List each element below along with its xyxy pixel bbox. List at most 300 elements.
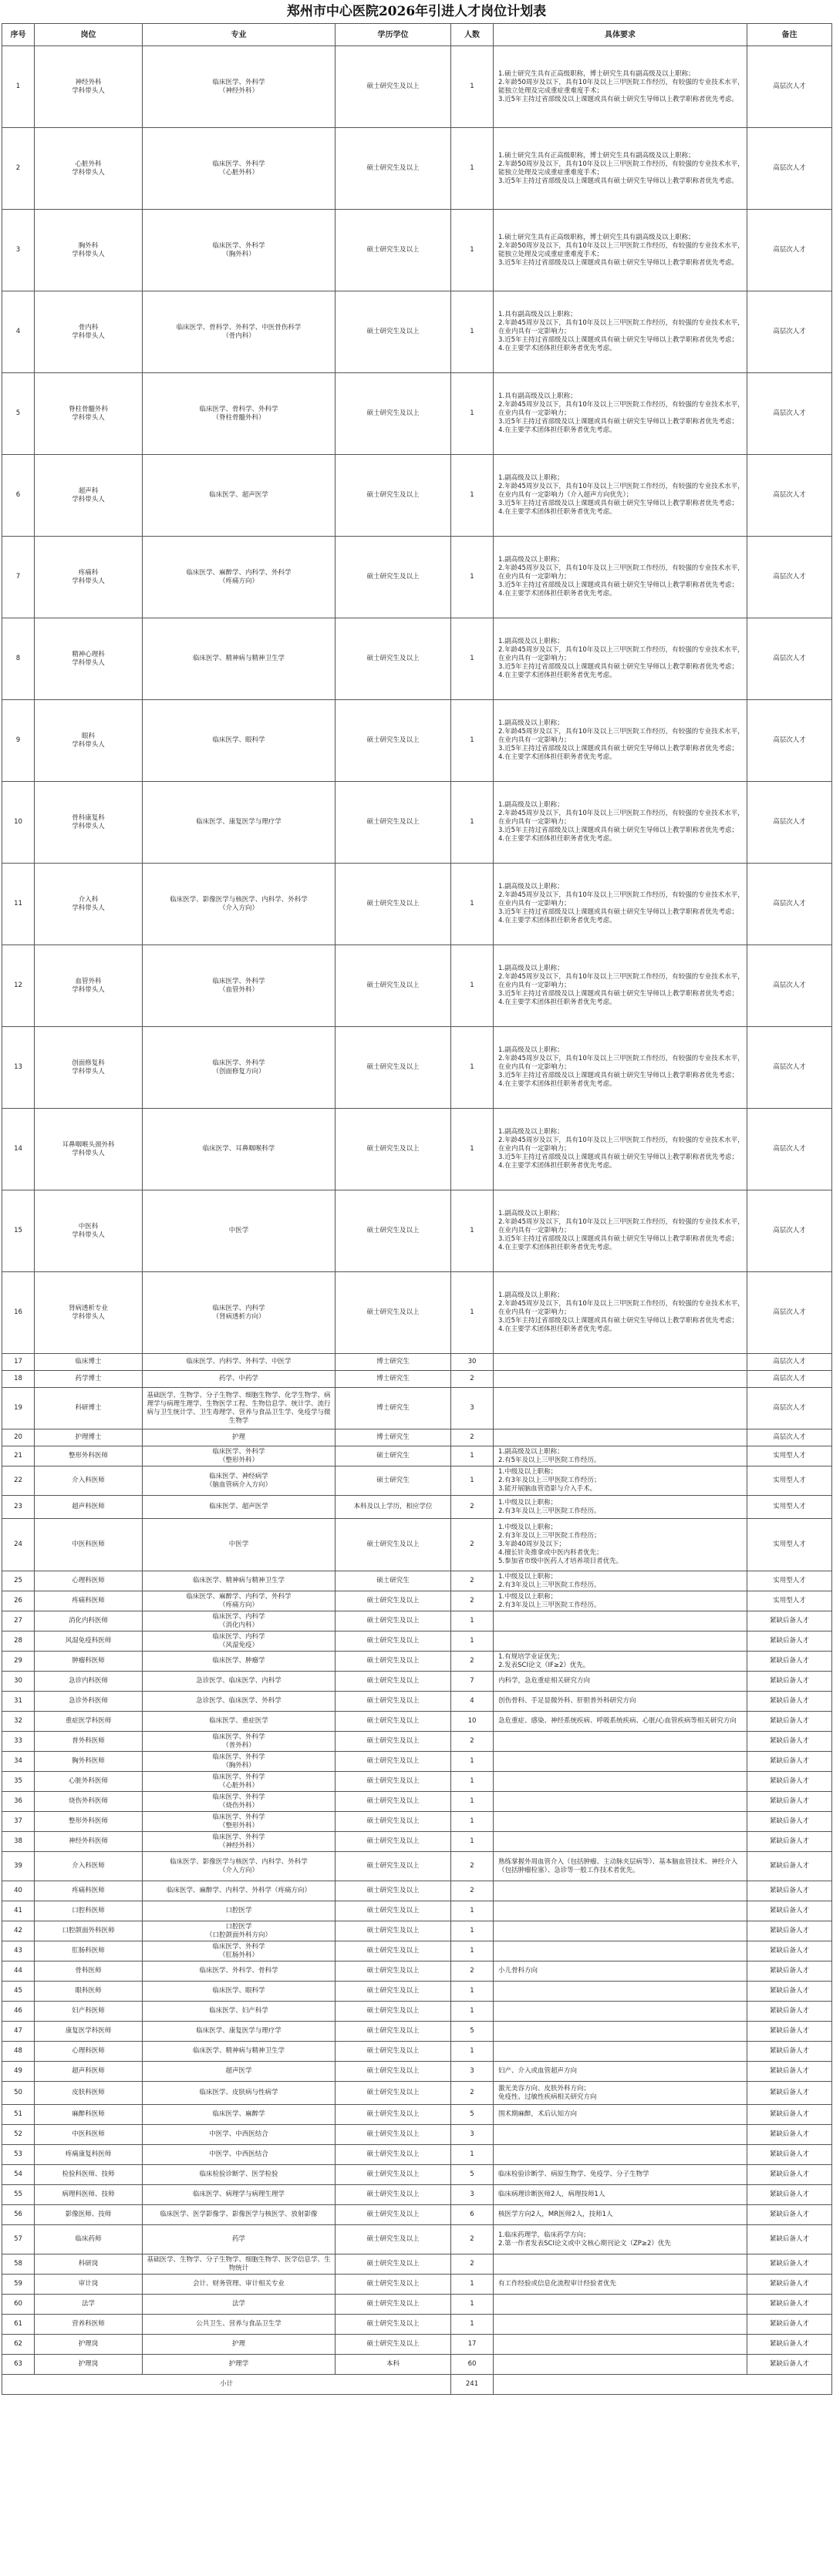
row-count: 1 [451, 1772, 494, 1792]
row-index: 15 [2, 1190, 35, 1272]
row-degree: 硕士研究生及以上 [336, 1941, 451, 1961]
row-index: 27 [2, 1611, 35, 1631]
row-major: 临床医学、骨科学、外科学 （脊柱骨髓外科） [143, 373, 336, 455]
row-remark: 紧缺后备人才 [747, 2062, 832, 2082]
row-index: 56 [2, 2205, 35, 2225]
row-major: 急诊医学、临床医学、外科学 [143, 1692, 336, 1712]
row-count: 1 [451, 1812, 494, 1832]
table-row [2, 864, 832, 945]
row-count: 1 [451, 1446, 494, 1466]
row-major: 临床医学、耳鼻咽喉科学 [143, 1109, 336, 1190]
row-position: 中医科医师 [35, 1519, 143, 1571]
row-degree: 硕士研究生及以上 [336, 455, 451, 537]
table-row [2, 1109, 832, 1190]
row-index: 49 [2, 2062, 35, 2082]
row-index: 30 [2, 1672, 35, 1692]
row-count: 1 [451, 1901, 494, 1921]
row-major: 临床医学、外科学 （创面修复方向） [143, 1027, 336, 1109]
row-major: 临床医学、外科学 （心脏外科） [143, 1772, 336, 1792]
row-requirements [494, 1941, 747, 1961]
row-requirements: 临床检验诊断学、病原生物学、免疫学、分子生物学 [494, 2165, 747, 2185]
row-major: 护理 [143, 1429, 336, 1446]
row-requirements: 创伤骨科、手足显微外科、肝胆普外科研究方向 [494, 1692, 747, 1712]
row-index: 17 [2, 1354, 35, 1371]
row-requirements [494, 1812, 747, 1832]
row-requirements [494, 1772, 747, 1792]
table-row [2, 1027, 832, 1109]
table-row [2, 1429, 832, 1446]
row-position: 神经外科 学科带头人 [35, 46, 143, 128]
row-degree: 博士研究生 [336, 1371, 451, 1388]
row-degree: 硕士研究生及以上 [336, 1812, 451, 1832]
row-index: 37 [2, 1812, 35, 1832]
row-count: 60 [451, 2355, 494, 2375]
row-requirements [494, 1752, 747, 1772]
table-row [2, 537, 832, 618]
row-major: 临床医学、超声医学 [143, 1496, 336, 1519]
row-position: 整形外科医师 [35, 1446, 143, 1466]
row-position: 科研博士 [35, 1388, 143, 1429]
row-remark: 高层次人才 [747, 1272, 832, 1354]
page-title: 郑州市中心医院2026年引进人才岗位计划表 [286, 4, 547, 19]
table-row [2, 2335, 832, 2355]
row-degree: 硕士研究生及以上 [336, 2254, 451, 2275]
row-requirements: 1.硕士研究生具有正高级职称，博士研究生具有副高级及以上职称； 2.年龄50周岁及以下，具有10年及以上三甲医院工作经历，有较强的专业技术水平，能独立处理及完成重症重难度手术； 3.近5年主持过省部级及以上课题或具有硕士研究生导师以上教学职称者优先考虑。 [494, 128, 747, 210]
row-degree: 硕士研究生及以上 [336, 1591, 451, 1611]
row-position: 麻醉科医师 [35, 2105, 143, 2125]
table-row [2, 1446, 832, 1466]
row-index: 13 [2, 1027, 35, 1109]
row-position: 脊柱骨髓外科 学科带头人 [35, 373, 143, 455]
row-count: 1 [451, 210, 494, 291]
row-index: 44 [2, 1961, 35, 1982]
row-position: 心理科医师 [35, 2042, 143, 2062]
row-count: 1 [451, 537, 494, 618]
row-major: 中医学 [143, 1190, 336, 1272]
row-degree: 硕士研究生及以上 [336, 1631, 451, 1652]
row-major: 临床医学、外科学 （心脏外科） [143, 128, 336, 210]
table-row [2, 1190, 832, 1272]
row-count: 2 [451, 1961, 494, 1982]
table-row [2, 1631, 832, 1652]
table-row [2, 1752, 832, 1772]
row-requirements: 1.副高级及以上职称； 2.年龄45周岁及以下，具有10年及以上三甲医院工作经历，有较强的专业技术水平，在业内具有一定影响力； 3.近5年主持过省部级及以上课题或具有硕士研究生导师以上教学职称者优先考虑； 4.在主要学术团体担任职务者优先考虑。 [494, 1109, 747, 1190]
row-position: 皮肤科医师 [35, 2082, 143, 2105]
table-row [2, 1982, 832, 2002]
row-remark: 高层次人才 [747, 1190, 832, 1272]
row-count: 2 [451, 1571, 494, 1591]
row-requirements: 1.有规培学业证优先； 2.发表SCI论文（IF≥2）优先。 [494, 1652, 747, 1672]
row-major: 临床医学、重症医学 [143, 1712, 336, 1732]
table-row [2, 1519, 832, 1571]
row-index: 22 [2, 1466, 35, 1496]
row-count: 1 [451, 128, 494, 210]
row-degree: 硕士研究生及以上 [336, 1652, 451, 1672]
row-requirements: 1.副高级及以上职称； 2.年龄45周岁及以下，具有10年及以上三甲医院工作经历，有较强的专业技术水平，在业内具有一定影响力； 3.近5年主持过省部级及以上课题或具有硕士研究生导师以上教学职称者优先考虑； 4.在主要学术团体担任职务者优先考虑。 [494, 1027, 747, 1109]
table-row [2, 1732, 832, 1752]
row-remark: 紧缺后备人才 [747, 2145, 832, 2165]
row-position: 风湿免疫科医师 [35, 1631, 143, 1652]
row-position: 骨科医师 [35, 1961, 143, 1982]
row-index: 46 [2, 2002, 35, 2022]
row-remark: 高层次人才 [747, 373, 832, 455]
row-count: 2 [451, 2225, 494, 2254]
row-index: 33 [2, 1732, 35, 1752]
table-header-row [2, 24, 832, 46]
row-count: 1 [451, 291, 494, 373]
row-index: 40 [2, 1881, 35, 1901]
table-row [2, 1692, 832, 1712]
row-major: 临床检验诊断学、医学检验 [143, 2165, 336, 2185]
row-remark: 高层次人才 [747, 455, 832, 537]
row-degree: 硕士研究生及以上 [336, 2002, 451, 2022]
row-position: 妇产科医师 [35, 2002, 143, 2022]
row-requirements: 激光美容方向、皮肤外科方向； 免疫性、过敏性疾病相关研究方向 [494, 2082, 747, 2105]
row-index: 48 [2, 2042, 35, 2062]
row-position: 骨科康复科 学科带头人 [35, 782, 143, 864]
row-position: 法学 [35, 2295, 143, 2315]
row-degree: 硕士研究生及以上 [336, 2165, 451, 2185]
row-position: 耳鼻咽喉头颈外科 学科带头人 [35, 1109, 143, 1190]
row-index: 20 [2, 1429, 35, 1446]
row-position: 营养科医师 [35, 2315, 143, 2335]
row-position: 超声科医师 [35, 1496, 143, 1519]
table-row [2, 2022, 832, 2042]
row-major: 临床医学、麻醉学、内科学、外科学 （疼痛方向） [143, 1591, 336, 1611]
row-count: 1 [451, 864, 494, 945]
row-requirements [494, 1371, 747, 1388]
row-index: 34 [2, 1752, 35, 1772]
row-degree: 硕士研究生及以上 [336, 1772, 451, 1792]
row-count: 1 [451, 2275, 494, 2295]
row-degree: 硕士研究生及以上 [336, 864, 451, 945]
row-degree: 硕士研究生及以上 [336, 537, 451, 618]
row-position: 介入科医师 [35, 1466, 143, 1496]
row-remark: 紧缺后备人才 [747, 2105, 832, 2125]
row-index: 5 [2, 373, 35, 455]
row-position: 胸外科医师 [35, 1752, 143, 1772]
row-position: 介入科医师 [35, 1852, 143, 1881]
row-major: 临床医学、影像医学与核医学、内科学、外科学 （介入方向） [143, 1852, 336, 1881]
row-degree: 博士研究生 [336, 1354, 451, 1371]
row-index: 41 [2, 1901, 35, 1921]
table-row [2, 1921, 832, 1941]
table-row [2, 1652, 832, 1672]
row-degree: 硕士研究生及以上 [336, 2205, 451, 2225]
row-count: 1 [451, 618, 494, 700]
row-index: 7 [2, 537, 35, 618]
row-position: 口腔颌面外科医师 [35, 1921, 143, 1941]
row-index: 28 [2, 1631, 35, 1652]
row-position: 临床博士 [35, 1354, 143, 1371]
table-row [2, 1712, 832, 1732]
row-major: 临床医学、外科学 （肛肠外科） [143, 1941, 336, 1961]
row-requirements [494, 1631, 747, 1652]
row-index: 47 [2, 2022, 35, 2042]
table-row [2, 782, 832, 864]
row-major: 临床医学、骨科学、外科学、中医骨伤科学 （骨内科） [143, 291, 336, 373]
table-row [2, 2082, 832, 2105]
row-remark: 紧缺后备人才 [747, 2185, 832, 2205]
row-requirements [494, 1732, 747, 1752]
table-row [2, 2315, 832, 2335]
row-index: 54 [2, 2165, 35, 2185]
row-position: 临床药师 [35, 2225, 143, 2254]
row-requirements [494, 1832, 747, 1852]
row-remark: 紧缺后备人才 [747, 1611, 832, 1631]
row-count: 2 [451, 2254, 494, 2275]
row-count: 2 [451, 1852, 494, 1881]
recruitment-table [2, 23, 832, 2395]
row-index: 14 [2, 1109, 35, 1190]
row-major: 临床医学、外科学 （神经外科） [143, 1832, 336, 1852]
row-degree: 硕士研究生及以上 [336, 782, 451, 864]
row-degree: 硕士研究生 [336, 1571, 451, 1591]
row-index: 23 [2, 1496, 35, 1519]
row-position: 血管外科 学科带头人 [35, 945, 143, 1027]
row-index: 4 [2, 291, 35, 373]
row-position: 护理岗 [35, 2355, 143, 2375]
table-row [2, 1354, 832, 1371]
row-requirements [494, 1429, 747, 1446]
row-index: 35 [2, 1772, 35, 1792]
row-position: 口腔科医师 [35, 1901, 143, 1921]
row-count: 5 [451, 2022, 494, 2042]
table-row [2, 1961, 832, 1982]
row-position: 护理博士 [35, 1429, 143, 1446]
total-row [2, 2375, 832, 2395]
table-row [2, 1591, 832, 1611]
row-count: 1 [451, 1190, 494, 1272]
row-remark: 高层次人才 [747, 1109, 832, 1190]
row-major: 临床医学、外科学 （烧伤外科） [143, 1792, 336, 1812]
row-major: 口腔医学 [143, 1901, 336, 1921]
row-degree: 硕士研究生及以上 [336, 1982, 451, 2002]
row-degree: 硕士研究生及以上 [336, 2335, 451, 2355]
row-degree: 硕士研究生及以上 [336, 1732, 451, 1752]
row-position: 病理科医师、技师 [35, 2185, 143, 2205]
row-requirements: 1.中级及以上职称； 2.有3年及以上三甲医院工作经历。 [494, 1591, 747, 1611]
row-requirements [494, 1792, 747, 1812]
row-index: 58 [2, 2254, 35, 2275]
row-position: 疼痛科 学科带头人 [35, 537, 143, 618]
row-index: 9 [2, 700, 35, 782]
row-index: 52 [2, 2125, 35, 2145]
table-body [2, 46, 832, 2395]
table-row [2, 1388, 832, 1429]
row-remark: 实用型人才 [747, 1496, 832, 1519]
row-major: 临床医学、病理学与病理生理学 [143, 2185, 336, 2205]
row-count: 1 [451, 1832, 494, 1852]
row-position: 眼科医师 [35, 1982, 143, 2002]
row-remark: 高层次人才 [747, 1429, 832, 1446]
row-position: 神经外科医师 [35, 1832, 143, 1852]
row-index: 16 [2, 1272, 35, 1354]
row-position: 重症医学科医师 [35, 1712, 143, 1732]
row-requirements [494, 1901, 747, 1921]
row-remark: 紧缺后备人才 [747, 1672, 832, 1692]
row-position: 影像医师、技师 [35, 2205, 143, 2225]
row-position: 科研岗 [35, 2254, 143, 2275]
row-requirements: 1.副高级及以上职称； 2.年龄45周岁及以下，具有10年及以上三甲医院工作经历，有较强的专业技术水平，在业内具有一定影响力； 3.近5年主持过省部级及以上课题或具有硕士研究生导师以上教学职称者优先考虑； 4.在主要学术团体担任职务者优先考虑。 [494, 537, 747, 618]
row-position: 中医科医师 [35, 2125, 143, 2145]
row-requirements [494, 1388, 747, 1429]
row-count: 1 [451, 2002, 494, 2022]
row-degree: 硕士研究生及以上 [336, 1672, 451, 1692]
row-major: 临床医学、外科学 （整形外科） [143, 1446, 336, 1466]
row-count: 1 [451, 1982, 494, 2002]
row-major: 临床医学、超声医学 [143, 455, 336, 537]
table-row [2, 2062, 832, 2082]
row-position: 肾病透析专业 学科带头人 [35, 1272, 143, 1354]
row-degree: 硕士研究生及以上 [336, 1190, 451, 1272]
row-remark: 紧缺后备人才 [747, 1852, 832, 1881]
row-degree: 硕士研究生及以上 [336, 1272, 451, 1354]
header-degree: 学历学位 [336, 24, 451, 46]
row-count: 17 [451, 2335, 494, 2355]
row-degree: 硕士研究生及以上 [336, 373, 451, 455]
row-degree: 硕士研究生及以上 [336, 2042, 451, 2062]
row-count: 2 [451, 1591, 494, 1611]
row-major: 急诊医学、临床医学、内科学 [143, 1672, 336, 1692]
row-position: 肿瘤科医师 [35, 1652, 143, 1672]
row-major: 公共卫生、营养与食品卫生学 [143, 2315, 336, 2335]
row-position: 心理科医师 [35, 1571, 143, 1591]
row-degree: 硕士研究生及以上 [336, 2295, 451, 2315]
table-row [2, 2165, 832, 2185]
row-count: 2 [451, 1881, 494, 1901]
row-requirements: 围术期麻醉，术后认知方向 [494, 2105, 747, 2125]
row-remark: 紧缺后备人才 [747, 2082, 832, 2105]
row-remark: 高层次人才 [747, 945, 832, 1027]
table-row [2, 2275, 832, 2295]
row-requirements: 1.硕士研究生具有正高级职称，博士研究生具有副高级及以上职称； 2.年龄50周岁及以下，具有10年及以上三甲医院工作经历，有较强的专业技术水平，能独立处理及完成重症重难度手术； 3.近5年主持过省部级及以上课题或具有硕士研究生导师以上教学职称者优先考虑。 [494, 210, 747, 291]
row-count: 6 [451, 2205, 494, 2225]
row-count: 1 [451, 2145, 494, 2165]
row-position: 心脏外科 学科带头人 [35, 128, 143, 210]
table-row [2, 2254, 832, 2275]
row-remark: 高层次人才 [747, 128, 832, 210]
row-requirements [494, 2295, 747, 2315]
header-major: 专业 [143, 24, 336, 46]
table-row [2, 46, 832, 128]
total-empty [494, 2375, 832, 2395]
table-row [2, 1881, 832, 1901]
row-major: 临床医学、外科学 （胸外科） [143, 210, 336, 291]
row-requirements: 小儿骨科方向 [494, 1961, 747, 1982]
row-remark: 紧缺后备人才 [747, 1631, 832, 1652]
table-row [2, 210, 832, 291]
table-row [2, 2042, 832, 2062]
row-major: 临床医学、妇产科学 [143, 2002, 336, 2022]
row-major: 基础医学、生物学、分子生物学、细胞生物学、化学生物学、病理学与病理生理学、生物医学工程、生物信息学、统计学、流行病与卫生统计学、卫生毒理学、营养与食品卫生学、免疫学与微生物学 [143, 1388, 336, 1429]
row-degree: 硕士研究生及以上 [336, 2225, 451, 2254]
row-major: 临床医学、康复医学与理疗学 [143, 782, 336, 864]
row-index: 55 [2, 2185, 35, 2205]
table-row [2, 373, 832, 455]
row-requirements: 1.具有副高级及以上职称； 2.年龄45周岁及以下，具有10年及以上三甲医院工作经历，有较强的专业技术水平，在业内具有一定影响力； 3.近5年主持过省部级及以上课题或具有硕士研究生导师以上教学职称者优先考虑； 4.在主要学术团体担任职务者优先考虑。 [494, 291, 747, 373]
header-remark: 备注 [747, 24, 832, 46]
table-row [2, 1272, 832, 1354]
row-degree: 硕士研究生及以上 [336, 210, 451, 291]
row-degree: 硕士研究生及以上 [336, 1961, 451, 1982]
row-count: 3 [451, 2062, 494, 2082]
row-remark: 实用型人才 [747, 1519, 832, 1571]
row-remark: 紧缺后备人才 [747, 2275, 832, 2295]
row-remark: 紧缺后备人才 [747, 2165, 832, 2185]
row-requirements: 1.副高级及以上职称； 2.年龄45周岁及以下，具有10年及以上三甲医院工作经历，有较强的专业技术水平，在业内具有一定影响力； 3.近5年主持过省部级及以上课题或具有硕士研究生导师以上教学职称者优先考虑； 4.在主要学术团体担任职务者优先考虑。 [494, 864, 747, 945]
table-row [2, 2105, 832, 2125]
table-row [2, 2145, 832, 2165]
row-requirements [494, 1354, 747, 1371]
row-requirements: 1.副高级及以上职称； 2.年龄45周岁及以下，具有10年及以上三甲医院工作经历，有较强的专业技术水平，在业内具有一定影响力； 3.近5年主持过省部级及以上课题或具有硕士研究生导师以上教学职称者优先考虑； 4.在主要学术团体担任职务者优先考虑。 [494, 782, 747, 864]
row-requirements: 内科学，急危重症相关研究方向 [494, 1672, 747, 1692]
row-remark: 高层次人才 [747, 291, 832, 373]
table-row [2, 2125, 832, 2145]
row-count: 1 [451, 455, 494, 537]
row-index: 21 [2, 1446, 35, 1466]
row-remark: 高层次人才 [747, 210, 832, 291]
row-requirements [494, 1921, 747, 1941]
row-position: 急诊外科医师 [35, 1692, 143, 1712]
row-index: 51 [2, 2105, 35, 2125]
row-index: 59 [2, 2275, 35, 2295]
table-row [2, 2225, 832, 2254]
row-requirements: 1.临床药理学，临床药学方向； 2.第一作者发表SCI论文或中文核心期刊论文（ZP≥2）优先 [494, 2225, 747, 2254]
row-requirements [494, 2315, 747, 2335]
row-major: 临床医学、皮肤病与性病学 [143, 2082, 336, 2105]
row-major: 临床医学、外科学 （普外科） [143, 1732, 336, 1752]
row-index: 50 [2, 2082, 35, 2105]
row-remark: 实用型人才 [747, 1446, 832, 1466]
row-position: 药学博士 [35, 1371, 143, 1388]
row-count: 2 [451, 1519, 494, 1571]
row-major: 临床医学、外科学 （整形外科） [143, 1812, 336, 1832]
table-row [2, 2295, 832, 2315]
row-degree: 硕士研究生及以上 [336, 2062, 451, 2082]
row-position: 胸外科 学科带头人 [35, 210, 143, 291]
row-major: 临床医学、精神病与精神卫生学 [143, 2042, 336, 2062]
row-remark: 紧缺后备人才 [747, 2125, 832, 2145]
row-requirements [494, 2002, 747, 2022]
row-degree: 硕士研究生及以上 [336, 2145, 451, 2165]
table-row [2, 1466, 832, 1496]
row-major: 临床医学、眼科学 [143, 700, 336, 782]
row-index: 2 [2, 128, 35, 210]
row-requirements: 1.硕士研究生具有正高级职称，博士研究生具有副高级及以上职称； 2.年龄50周岁及以下，具有10年及以上三甲医院工作经历，有较强的专业技术水平，能独立处理及完成重症重难度手术； 3.近5年主持过省部级及以上课题或具有硕士研究生导师以上教学职称者优先考虑。 [494, 46, 747, 128]
row-count: 30 [451, 1354, 494, 1371]
row-index: 26 [2, 1591, 35, 1611]
row-degree: 博士研究生 [336, 1388, 451, 1429]
row-remark: 紧缺后备人才 [747, 1752, 832, 1772]
row-count: 1 [451, 46, 494, 128]
row-index: 29 [2, 1652, 35, 1672]
table-row [2, 1672, 832, 1692]
table-row [2, 2002, 832, 2022]
row-count: 2 [451, 1429, 494, 1446]
row-index: 25 [2, 1571, 35, 1591]
row-degree: 硕士研究生及以上 [336, 1852, 451, 1881]
row-remark: 实用型人才 [747, 1466, 832, 1496]
row-position: 康复医学科医师 [35, 2022, 143, 2042]
row-count: 1 [451, 1752, 494, 1772]
row-index: 36 [2, 1792, 35, 1812]
row-degree: 硕士研究生及以上 [336, 2125, 451, 2145]
row-index: 12 [2, 945, 35, 1027]
row-position: 疼痛科医师 [35, 1881, 143, 1901]
row-major: 中医学、中西医结合 [143, 2125, 336, 2145]
row-requirements: 1.具有副高级及以上职称； 2.年龄45周岁及以下，具有10年及以上三甲医院工作经历，有较强的专业技术水平，在业内具有一定影响力； 3.近5年主持过省部级及以上课题或具有硕士研究生导师以上教学职称者优先考虑； 4.在主要学术团体担任职务者优先考虑。 [494, 373, 747, 455]
